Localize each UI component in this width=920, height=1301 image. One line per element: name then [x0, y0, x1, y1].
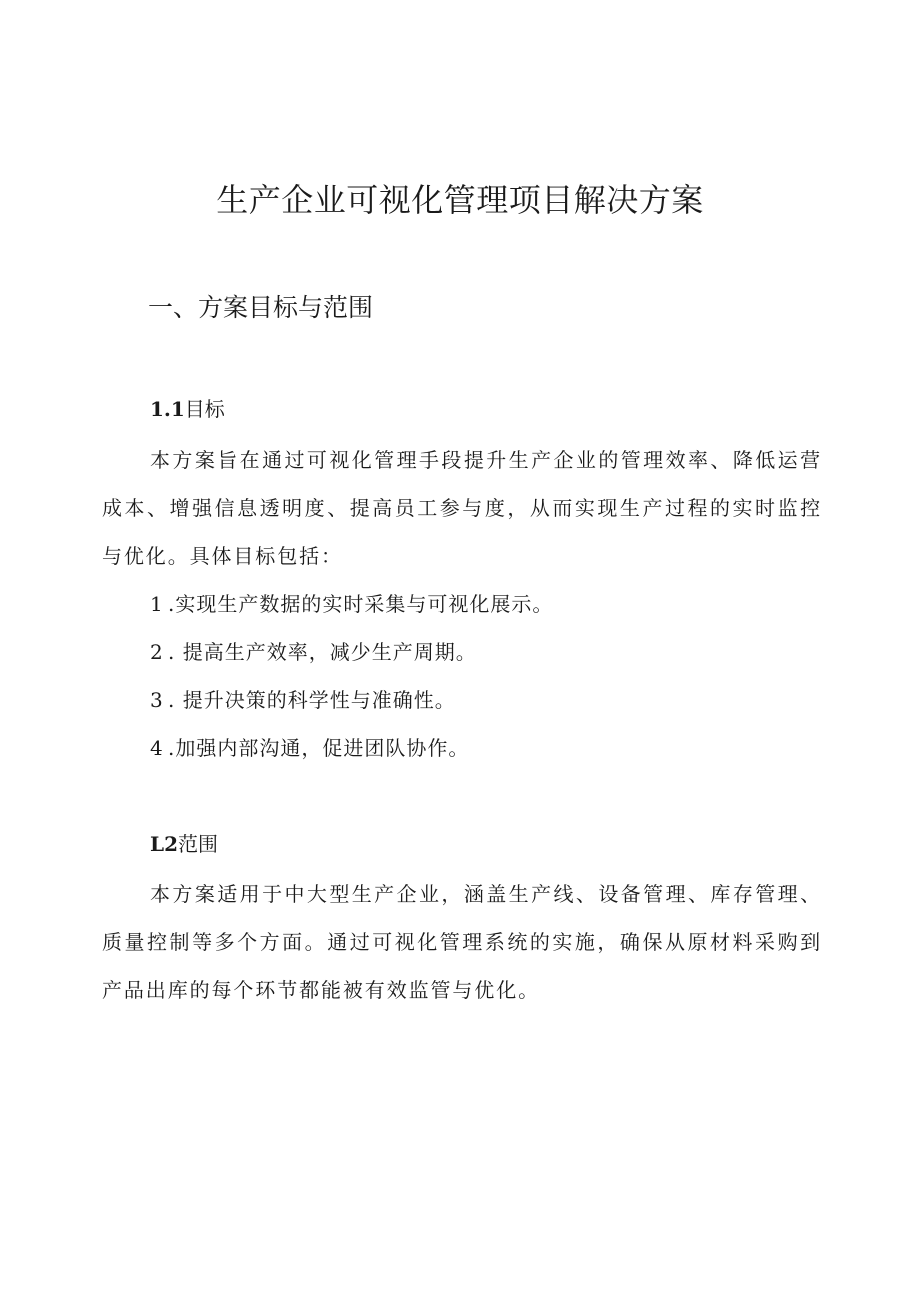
list-item-text: . 提升决策的科学性与准确性。 — [168, 688, 456, 712]
subsection-title: 目标 — [184, 397, 225, 421]
list-item — [150, 588, 553, 620]
document-title: 生产企业可视化管理项目解决方案 — [216, 181, 704, 219]
list-item-text: .加强内部沟通，促进团队协作。 — [168, 736, 470, 760]
subsection-number: L2 — [150, 832, 178, 856]
list-item — [150, 684, 456, 716]
goals-paragraph: 本方案旨在通过可视化管理手段提升生产企业的管理效率、降低运营成本、增强信息透明度、提高员工参与度，从而实现生产过程的实时监控与优化。具体目标包括： — [102, 448, 822, 568]
subsection-title: 范围 — [177, 832, 218, 856]
section-heading: 一、方案目标与范围 — [148, 293, 374, 322]
list-item-number: 2 — [150, 640, 164, 664]
list-item-text: . 提高生产效率，减少生产周期。 — [168, 640, 477, 664]
list-item — [150, 636, 477, 668]
subsection-heading-scope — [150, 828, 218, 860]
list-item — [150, 732, 469, 764]
list-item-number: 4 — [150, 736, 164, 760]
subsection-heading-goals — [150, 393, 225, 425]
subsection-number: 1.1 — [150, 397, 185, 421]
list-item-number: 3 — [150, 688, 164, 712]
list-item-text: .实现生产数据的实时采集与可视化展示。 — [168, 592, 554, 616]
scope-paragraph: 本方案适用于中大型生产企业，涵盖生产线、设备管理、库存管理、质量控制等多个方面。通过可视化管理系统的实施，确保从原材料采购到产品出库的每个环节都能被有效监管与优化。 — [102, 882, 822, 1002]
list-item-number: 1 — [150, 592, 164, 616]
